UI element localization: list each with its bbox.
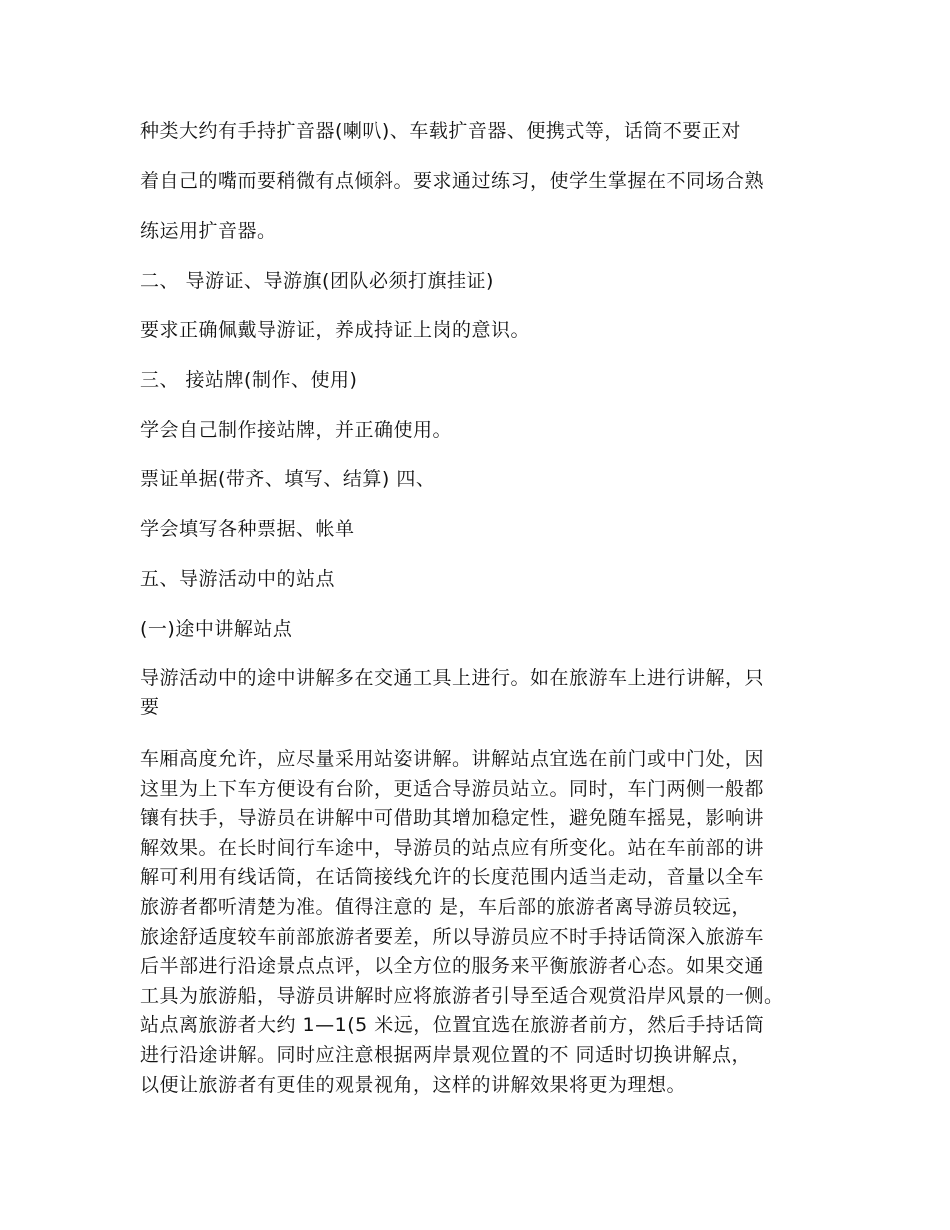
text-line: 学会填写各种票据、帐单 — [140, 518, 355, 540]
paragraph-line: 解效果。在长时间行车途中，导游员的站点应有所变化。站在车前部的讲 — [140, 836, 765, 859]
section-heading: 二、 导游证、导游旗(团队必须打旗挂证) — [140, 270, 494, 292]
paragraph-line: 解可利用有线话筒，在话筒接线允许的长度范围内适当走动，音量以全车 — [140, 866, 765, 889]
section-heading: 五、导游活动中的站点 — [140, 568, 336, 590]
paragraph-line: 旅途舒适度较车前部旅游者要差，所以导游员应不时手持话筒深入旅游车 — [140, 925, 765, 948]
paragraph-line: 旅游者都听清楚为准。值得注意的 是，车后部的旅游者离导游员较远， — [140, 895, 752, 918]
paragraph-line: 以便让旅游者有更佳的观景视角，这样的讲解效果将更为理想。 — [140, 1073, 687, 1096]
text-line: 种类大约有手持扩音器(喇叭)、车载扩音器、便携式等，话筒不要正对 — [140, 120, 741, 142]
text-line: 要 — [140, 696, 160, 718]
section-heading: 票证单据(带齐、填写、结算) 四、 — [140, 468, 436, 490]
paragraph-line: 这里为上下车方便设有台阶，更适合导游员站立。同时，车门两侧一般都 — [140, 777, 765, 800]
paragraph-line: 镶有扶手，导游员在讲解中可借助其增加稳定性，避免随车摇晃，影响讲 — [140, 807, 765, 830]
section-heading: 三、 接站牌(制作、使用) — [140, 369, 358, 391]
paragraph-line: 工具为旅游船，导游员讲解时应将旅游者引导至适合观赏沿岸风景的一侧。 — [140, 984, 784, 1007]
paragraph-line: 车厢高度允许，应尽量采用站姿讲解。讲解站点宜选在前门或中门处，因 — [140, 748, 765, 770]
text-line: 着自己的嘴而要稍微有点倾斜。要求通过练习，使学生掌握在不同场合熟 — [140, 170, 765, 192]
body-paragraph — [140, 745, 830, 1100]
paragraph-line: 后半部进行沿途景点点评，以全方位的服务来平衡旅游者心态。如果交通 — [140, 955, 765, 978]
paragraph-line: 进行沿途讲解。同时应注意根据两岸景观位置的不 同适时切换讲解点， — [140, 1043, 752, 1066]
paragraph-line: 站点离旅游者大约 1—1(5 米远，位置宜选在旅游者前方，然后手持话筒 — [140, 1014, 765, 1037]
text-line: 导游活动中的途中讲解多在交通工具上进行。如在旅游车上进行讲解，只 — [140, 667, 765, 689]
text-line: 学会自己制作接站牌，并正确使用。 — [140, 419, 453, 441]
text-line: 练运用扩音器。 — [140, 220, 277, 242]
text-line: 要求正确佩戴导游证，养成持证上岗的意识。 — [140, 319, 531, 341]
subsection-heading: (一)途中讲解站点 — [140, 618, 293, 640]
